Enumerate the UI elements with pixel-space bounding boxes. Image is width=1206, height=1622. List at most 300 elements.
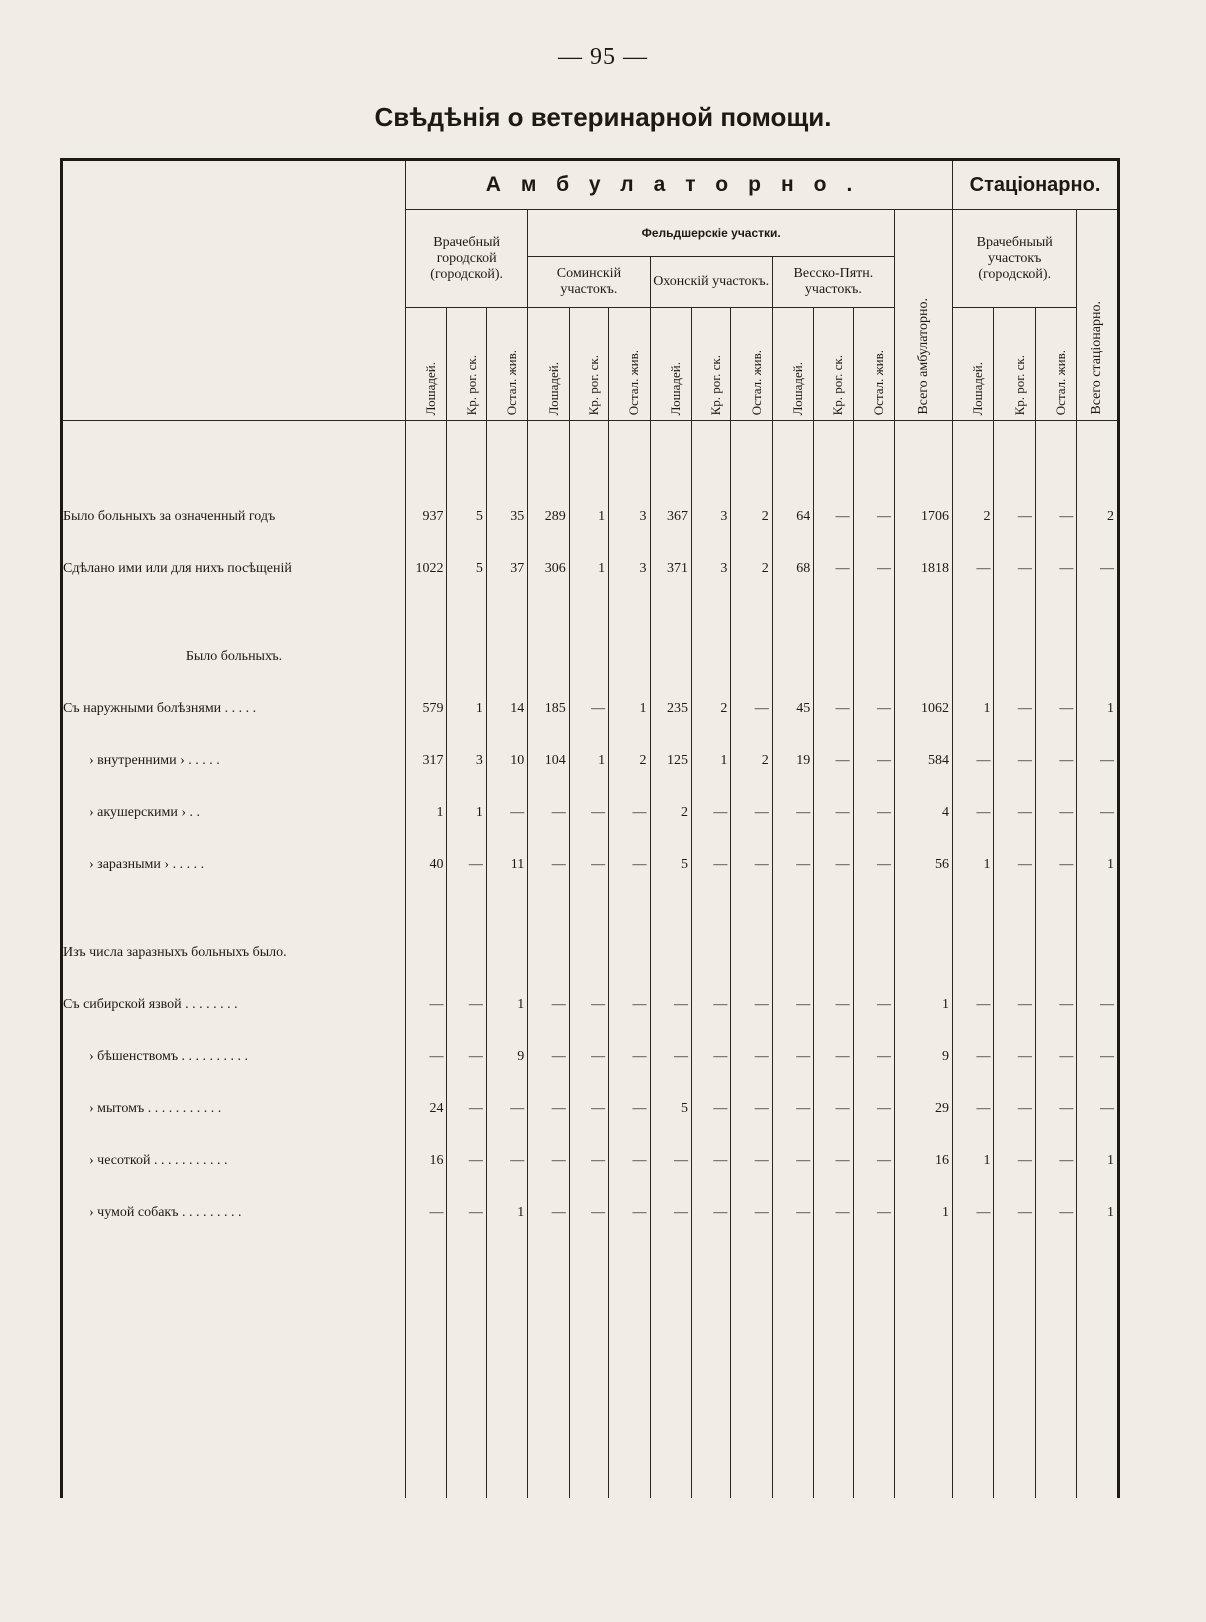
table-cell [772, 1239, 813, 1498]
table-row [62, 595, 1119, 631]
table-row [62, 1239, 1119, 1498]
table-cell: 11 [486, 839, 527, 891]
okhonsky-header: Охонскій участокъ. [650, 257, 772, 308]
table-cell: — [528, 1031, 569, 1083]
table-cell: 937 [406, 491, 447, 543]
table-cell: — [994, 543, 1035, 595]
table-cell [953, 595, 994, 631]
table-cell: — [650, 1031, 691, 1083]
table-cell [772, 421, 813, 492]
table-cell: — [609, 787, 650, 839]
table-cell [650, 927, 691, 979]
table-cell: — [691, 1135, 730, 1187]
table-cell: — [731, 839, 772, 891]
table-row [62, 979, 1119, 1031]
table-cell [406, 1239, 447, 1498]
table-cell: — [853, 979, 894, 1031]
table-cell: — [814, 1031, 853, 1083]
table-cell: 3 [447, 735, 486, 787]
table-cell [691, 421, 730, 492]
table-cell: — [447, 1031, 486, 1083]
table-cell: — [528, 1135, 569, 1187]
table-cell: — [447, 1135, 486, 1187]
table-cell [528, 595, 569, 631]
table-cell: 1 [895, 1187, 953, 1239]
table-cell: — [406, 979, 447, 1031]
col-horses: Лошадей. [406, 308, 447, 421]
col-other: Остал. жив. [609, 308, 650, 421]
table-cell [853, 927, 894, 979]
table-cell: — [1035, 1083, 1076, 1135]
row-label [62, 891, 406, 927]
table-cell: — [994, 1187, 1035, 1239]
table-cell: — [1035, 735, 1076, 787]
row-label: Изъ числа заразныхъ больныхъ было. [63, 945, 287, 960]
table-cell: — [731, 787, 772, 839]
table-cell: — [691, 979, 730, 1031]
table-cell: 1022 [406, 543, 447, 595]
table-cell: 289 [528, 491, 569, 543]
table-cell: 2 [609, 735, 650, 787]
table-cell: 9 [895, 1031, 953, 1083]
total-ambulatory-header: Всего амбулаторно. [895, 210, 953, 421]
table-cell: — [994, 979, 1035, 1031]
table-cell [731, 1239, 772, 1498]
row-label [62, 595, 406, 631]
table-cell [447, 1239, 486, 1498]
table-cell: 16 [895, 1135, 953, 1187]
vrach-ambulatory-header: Врачебный городской (городской). [406, 210, 528, 308]
table-cell: 1 [486, 979, 527, 1031]
table-cell: 56 [895, 839, 953, 891]
table-cell: — [731, 1135, 772, 1187]
table-cell [406, 631, 447, 683]
table-cell: — [1035, 543, 1076, 595]
table-cell [406, 421, 447, 492]
stationary-header: Стаціонарно. [953, 160, 1119, 210]
table-cell [994, 927, 1035, 979]
table-cell [895, 927, 953, 979]
table-cell: 3 [609, 543, 650, 595]
table-row [62, 891, 1119, 927]
page-title: Свѣдѣнія о ветеринарной помощи. [374, 102, 832, 132]
table-cell: 3 [691, 543, 730, 595]
table-cell [486, 595, 527, 631]
table-cell [486, 891, 527, 927]
table-cell: — [486, 1135, 527, 1187]
table-cell: 5 [650, 839, 691, 891]
table-cell: — [853, 1187, 894, 1239]
table-cell: 1 [953, 839, 994, 891]
col-horses: Лошадей. [528, 308, 569, 421]
table-cell: — [953, 787, 994, 839]
table-cell [994, 631, 1035, 683]
page-number: — 95 — [558, 44, 648, 70]
table-cell: — [731, 1031, 772, 1083]
table-cell: — [1035, 491, 1076, 543]
row-label: Было больныхъ. [185, 649, 283, 664]
table-cell: — [853, 1135, 894, 1187]
row-label: › заразными › . . . . . [89, 857, 205, 872]
table-cell [731, 631, 772, 683]
table-cell: 3 [609, 491, 650, 543]
table-cell: — [814, 683, 853, 735]
table-cell: — [609, 1187, 650, 1239]
table-cell: — [853, 491, 894, 543]
table-cell: — [650, 1187, 691, 1239]
table-cell: — [609, 839, 650, 891]
table-cell: — [650, 979, 691, 1031]
row-label: › акушерскими › . . [89, 805, 200, 820]
table-cell: — [569, 1135, 608, 1187]
table-cell [486, 927, 527, 979]
table-cell: — [691, 1187, 730, 1239]
table-cell: — [953, 1187, 994, 1239]
table-cell [814, 927, 853, 979]
table-cell: 1 [895, 979, 953, 1031]
table-cell: 584 [895, 735, 953, 787]
table-cell: — [569, 839, 608, 891]
table-cell: — [953, 735, 994, 787]
table-cell: — [1035, 1031, 1076, 1083]
table-cell: 1 [569, 735, 608, 787]
table-cell: — [1077, 979, 1119, 1031]
table-cell [814, 891, 853, 927]
table-cell: 29 [895, 1083, 953, 1135]
table-cell [731, 891, 772, 927]
row-label: › чумой собакъ . . . . . . . . . [89, 1205, 242, 1220]
table-cell [1035, 1239, 1076, 1498]
table-cell [953, 631, 994, 683]
table-cell: 1818 [895, 543, 953, 595]
table-cell: — [994, 683, 1035, 735]
table-cell [691, 1239, 730, 1498]
table-cell: — [814, 839, 853, 891]
table-cell [953, 1239, 994, 1498]
table-cell [895, 1239, 953, 1498]
table-cell [406, 595, 447, 631]
table-cell: 1 [953, 1135, 994, 1187]
table-cell: — [814, 491, 853, 543]
table-cell: — [814, 979, 853, 1031]
table-cell [650, 891, 691, 927]
table-cell: — [814, 543, 853, 595]
table-cell: — [853, 839, 894, 891]
table-cell: — [528, 1083, 569, 1135]
table-cell [691, 927, 730, 979]
table-cell: — [609, 1031, 650, 1083]
table-cell [569, 927, 608, 979]
table-cell [1035, 421, 1076, 492]
table-cell [994, 1239, 1035, 1498]
table-cell: — [814, 1083, 853, 1135]
table-cell: 35 [486, 491, 527, 543]
table-row [62, 631, 1119, 683]
table-cell: — [731, 1083, 772, 1135]
table-cell: 2 [650, 787, 691, 839]
table-cell: 1 [1077, 839, 1119, 891]
table-cell [853, 421, 894, 492]
table-row [62, 1135, 1119, 1187]
table-cell: — [609, 1083, 650, 1135]
table-cell [953, 421, 994, 492]
table-row [62, 1083, 1119, 1135]
table-cell [609, 927, 650, 979]
table-cell: 45 [772, 683, 813, 735]
table-cell: — [1077, 1031, 1119, 1083]
table-cell [609, 891, 650, 927]
table-cell: — [609, 979, 650, 1031]
row-label: › внутренними › . . . . . [89, 753, 220, 768]
table-row [62, 735, 1119, 787]
vrach-stationary-header: Врачебныый участокъ (городской). [953, 210, 1077, 308]
table-cell [1035, 631, 1076, 683]
row-label: Съ сибирской язвой . . . . . . . . [63, 997, 238, 1012]
table-cell: 367 [650, 491, 691, 543]
table-cell [814, 421, 853, 492]
table-cell [994, 421, 1035, 492]
col-other: Остал. жив. [853, 308, 894, 421]
col-horses: Лошадей. [772, 308, 813, 421]
table-cell: — [731, 683, 772, 735]
table-cell: — [953, 543, 994, 595]
table-cell: — [814, 735, 853, 787]
table-cell: 9 [486, 1031, 527, 1083]
table-cell: — [772, 1135, 813, 1187]
table-cell: 10 [486, 735, 527, 787]
col-horses: Лошадей. [650, 308, 691, 421]
table-row [62, 1187, 1119, 1239]
table-cell: — [853, 1031, 894, 1083]
table-cell: — [994, 1031, 1035, 1083]
table-cell [528, 927, 569, 979]
table-cell [406, 927, 447, 979]
table-cell: — [569, 1031, 608, 1083]
table-cell: — [569, 1187, 608, 1239]
table-cell: 125 [650, 735, 691, 787]
table-cell: — [569, 787, 608, 839]
col-cattle: Кр. рог. ск. [569, 308, 608, 421]
table-cell [1035, 891, 1076, 927]
table-cell: — [447, 979, 486, 1031]
table-cell [895, 891, 953, 927]
table-cell: — [772, 839, 813, 891]
table-cell: 1 [953, 683, 994, 735]
table-cell [895, 421, 953, 492]
feldsher-header: Фельдшерскіе участки. [528, 210, 895, 257]
col-other: Остал. жив. [731, 308, 772, 421]
table-body [62, 421, 1119, 1499]
table-cell: — [1035, 1187, 1076, 1239]
table-cell: 371 [650, 543, 691, 595]
table-cell: — [650, 1135, 691, 1187]
table-cell [528, 1239, 569, 1498]
table-cell: — [994, 491, 1035, 543]
col-cattle: Кр. рог. ск. [447, 308, 486, 421]
table-row [62, 421, 1119, 492]
table-cell: — [447, 1083, 486, 1135]
table-cell: 2 [953, 491, 994, 543]
table-cell [1077, 631, 1119, 683]
table-cell: 235 [650, 683, 691, 735]
table-cell: — [486, 787, 527, 839]
table-cell: 104 [528, 735, 569, 787]
table-cell [772, 631, 813, 683]
table-cell: — [953, 1031, 994, 1083]
table-cell [609, 631, 650, 683]
table-row [62, 491, 1119, 543]
table-cell: — [447, 839, 486, 891]
table-cell: — [994, 787, 1035, 839]
table-cell: 5 [447, 543, 486, 595]
row-label [62, 421, 406, 492]
col-horses: Лошадей. [953, 308, 994, 421]
table-cell: — [691, 1083, 730, 1135]
table-cell: 37 [486, 543, 527, 595]
table-cell [814, 631, 853, 683]
table-cell [853, 891, 894, 927]
table-cell [731, 421, 772, 492]
table-cell [447, 631, 486, 683]
table-cell [569, 595, 608, 631]
table-cell [1077, 595, 1119, 631]
table-cell: 185 [528, 683, 569, 735]
table-cell: — [1077, 543, 1119, 595]
table-cell: 2 [731, 735, 772, 787]
table-cell [650, 1239, 691, 1498]
table-cell: 14 [486, 683, 527, 735]
table-cell: 1 [447, 683, 486, 735]
row-label [62, 1239, 406, 1498]
table-cell: — [406, 1187, 447, 1239]
col-other: Остал. жив. [486, 308, 527, 421]
table-cell: 5 [447, 491, 486, 543]
table-cell: — [528, 839, 569, 891]
table-cell [994, 891, 1035, 927]
table-cell [953, 927, 994, 979]
table-cell [447, 421, 486, 492]
table-cell: 2 [731, 491, 772, 543]
table-cell [895, 631, 953, 683]
table-cell: — [953, 979, 994, 1031]
table-cell: — [772, 1083, 813, 1135]
table-cell: — [569, 1083, 608, 1135]
table-cell [814, 1239, 853, 1498]
table-cell: — [528, 1187, 569, 1239]
table-cell: — [691, 839, 730, 891]
table-cell [1035, 595, 1076, 631]
table-cell [447, 927, 486, 979]
table-cell [953, 891, 994, 927]
table-cell [814, 595, 853, 631]
table-cell: — [1077, 735, 1119, 787]
table-cell: 1 [691, 735, 730, 787]
vessko-header: Весско-Пятн. участокъ. [772, 257, 894, 308]
table-cell: 3 [691, 491, 730, 543]
table-cell [1035, 927, 1076, 979]
table-cell: — [691, 1031, 730, 1083]
table-cell: 1 [406, 787, 447, 839]
table-cell [691, 595, 730, 631]
row-label: › бѣшенствомъ . . . . . . . . . . [89, 1049, 249, 1064]
table-row [62, 927, 1119, 979]
table-cell [528, 891, 569, 927]
table-cell: 16 [406, 1135, 447, 1187]
table-cell: — [1077, 787, 1119, 839]
table-cell: — [406, 1031, 447, 1083]
table-cell [569, 631, 608, 683]
table-cell: — [486, 1083, 527, 1135]
table-cell: 2 [691, 683, 730, 735]
table-cell: 1 [609, 683, 650, 735]
table-cell [1077, 1239, 1119, 1498]
table-cell: 1 [569, 491, 608, 543]
table-cell: — [853, 683, 894, 735]
table-cell: 40 [406, 839, 447, 891]
col-other: Остал. жив. [1035, 308, 1076, 421]
table-cell: — [1035, 1135, 1076, 1187]
table-cell [528, 631, 569, 683]
row-label: › мытомъ . . . . . . . . . . . [89, 1101, 222, 1116]
table-cell: 19 [772, 735, 813, 787]
table-cell: — [731, 1187, 772, 1239]
table-cell: 1 [486, 1187, 527, 1239]
table-cell [486, 1239, 527, 1498]
table-cell [772, 927, 813, 979]
table-cell [609, 1239, 650, 1498]
col-cattle: Кр. рог. ск. [691, 308, 730, 421]
table-cell: — [731, 979, 772, 1031]
table-cell [853, 1239, 894, 1498]
table-cell [486, 631, 527, 683]
row-label: › чесоткой . . . . . . . . . . . [89, 1153, 228, 1168]
sominsky-header: Соминскій участокъ. [528, 257, 650, 308]
table-cell: — [953, 1083, 994, 1135]
table-cell [691, 891, 730, 927]
table-cell: 5 [650, 1083, 691, 1135]
table-cell [853, 631, 894, 683]
table-cell: — [994, 1083, 1035, 1135]
table-cell: — [1035, 839, 1076, 891]
table-row [62, 1031, 1119, 1083]
table-cell [1077, 421, 1119, 492]
table-cell: 1 [447, 787, 486, 839]
table-cell: — [814, 787, 853, 839]
table-cell: 317 [406, 735, 447, 787]
table-cell [650, 595, 691, 631]
table-cell: 24 [406, 1083, 447, 1135]
col-cattle: Кр. рог. ск. [814, 308, 853, 421]
table-cell [447, 891, 486, 927]
table-cell: — [528, 979, 569, 1031]
ambulatory-header: Амбулаторно. [406, 160, 953, 210]
table-cell: 1 [1077, 1135, 1119, 1187]
table-cell [1077, 891, 1119, 927]
table-cell: — [569, 979, 608, 1031]
table-cell: — [772, 1187, 813, 1239]
table-cell [772, 595, 813, 631]
table-cell: — [994, 1135, 1035, 1187]
table-cell [731, 927, 772, 979]
table-cell [406, 891, 447, 927]
table-cell [569, 1239, 608, 1498]
table-cell: — [853, 543, 894, 595]
table-cell [650, 421, 691, 492]
table-cell [731, 595, 772, 631]
table-cell: 579 [406, 683, 447, 735]
total-stationary-header: Всего стаціонарно. [1077, 210, 1119, 421]
header-corner [62, 160, 406, 421]
